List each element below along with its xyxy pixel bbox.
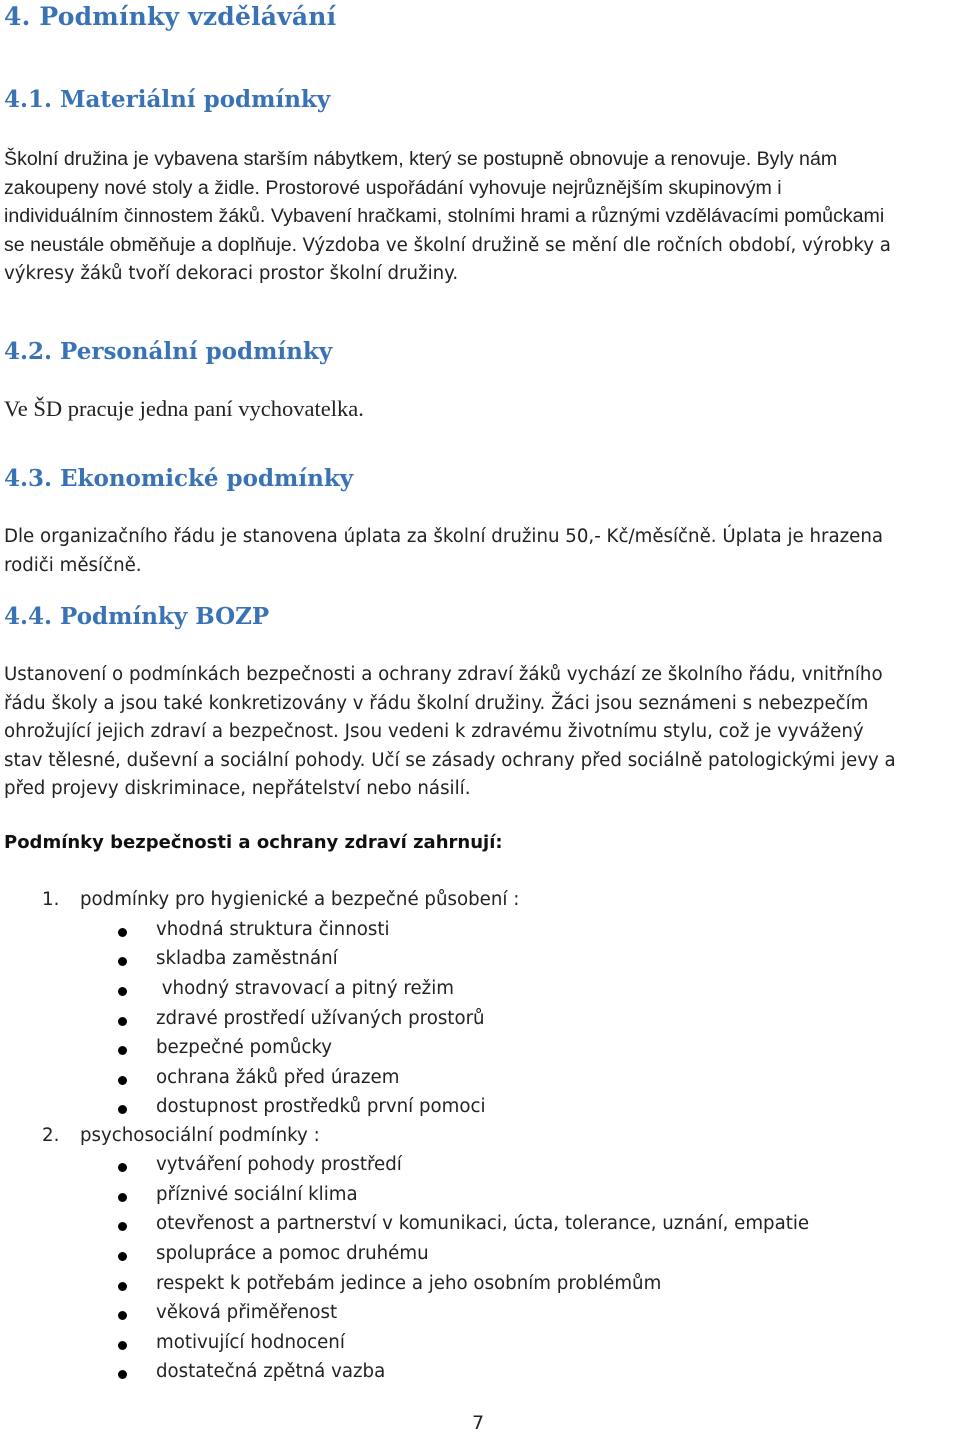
list-label: podmínky pro hygienické a bezpečné působení :	[80, 889, 520, 910]
economic-paragraph	[4, 523, 960, 580]
list-item	[118, 1361, 718, 1389]
list-item-text: respekt k potřebám jedince a jeho osobním problémům	[156, 1273, 662, 1294]
paragraph-line: zakoupeny nové stoly a židle. Prostorové uspořádání vyhovuje nejrůznějším skupinovým i	[4, 176, 782, 199]
bullet-icon	[118, 1193, 127, 1202]
list-item	[118, 978, 718, 1006]
list-number: 2.	[42, 1125, 60, 1146]
paragraph-line: stav tělesné, duševní a sociální pohody. Učí se zásady ochrany před sociálně patologickými jevy a	[4, 749, 896, 771]
list-item-text: vhodný stravovací a pitný režim	[156, 978, 454, 999]
bullet-icon	[118, 1311, 127, 1320]
list-item	[118, 1302, 718, 1330]
paragraph-line: ohrožující jejich zdraví a bezpečnost. Jsou vedeni k zdravému životnímu stylu, což je vyvážený	[4, 721, 864, 743]
paragraph-line: Ustanovení o podmínkách bezpečnosti a ochrany zdraví žáků vychází ze školního řádu, vnitřního	[4, 664, 883, 685]
section-heading-economic: 4.3. Ekonomické podmínky	[4, 465, 354, 492]
bullet-icon	[118, 987, 127, 996]
paragraph-line: řádu školy a jsou také konkretizovány v řádu školní družiny. Žáci jsou seznámeni s nebezpečím	[4, 692, 869, 714]
bullet-icon	[118, 1046, 127, 1055]
bullet-icon	[118, 1163, 127, 1172]
list-item-text: motivující hodnocení	[156, 1332, 345, 1353]
bullet-icon	[118, 1076, 127, 1085]
personal-text: Ve ŠD pracuje jedna paní vychovatelka.	[4, 396, 364, 421]
section-heading-bozp: 4.4. Podmínky BOZP	[4, 603, 270, 630]
list-item-text: dostatečná zpětná vazba	[156, 1361, 386, 1382]
section-heading-material: 4.1. Materiální podmínky	[4, 86, 331, 113]
list-item	[118, 1154, 718, 1182]
list-number: 1.	[42, 889, 60, 910]
list-item-text: vytváření pohody prostředí	[156, 1154, 402, 1175]
bullet-icon	[118, 1017, 127, 1026]
bullet-icon	[118, 1370, 127, 1379]
bullet-icon	[118, 1105, 127, 1114]
bozp-paragraph	[4, 661, 960, 804]
list-item	[118, 1008, 718, 1036]
numbered-item-hygiene	[42, 889, 519, 910]
list-item	[118, 1184, 718, 1212]
page-title: 4. Podmínky vzdělávání	[4, 2, 337, 31]
list-item-text: skladba zaměstnání	[156, 948, 338, 969]
bullet-icon	[118, 957, 127, 966]
bullet-icon	[118, 928, 127, 937]
list-item-text: dostupnost prostředků první pomoci	[156, 1096, 486, 1117]
bullet-icon	[118, 1282, 127, 1291]
list-item	[118, 1213, 810, 1241]
list-item	[118, 1037, 718, 1065]
list-item-text: vhodná struktura činnosti	[156, 919, 390, 940]
list-item-text: spolupráce a pomoc druhému	[156, 1243, 429, 1264]
list-item	[118, 919, 718, 947]
list-item	[118, 948, 718, 976]
list-item-text: příznivé sociální klima	[156, 1184, 358, 1205]
paragraph-line: Výzdoba ve školní družině se mění dle ročních období, výrobky a	[302, 234, 891, 256]
list-item-text: zdravé prostředí užívaných prostorů	[156, 1008, 485, 1029]
paragraph-line: Dle organizačního řádu je stanovena úplata za školní družinu 50,- Kč/měsíčně. Úplata je hrazena	[4, 526, 884, 547]
material-paragraph	[4, 145, 960, 289]
bullet-icon	[118, 1252, 127, 1261]
paragraph-line: před projevy diskriminace, nepřátelství nebo násilí.	[4, 778, 471, 800]
list-item	[118, 1332, 718, 1360]
list-item	[118, 1273, 718, 1301]
paragraph-line: výkresy žáků tvoří dekoraci prostor školní družiny.	[4, 263, 459, 285]
list-item-text: bezpečné pomůcky	[156, 1037, 333, 1058]
paragraph-line: rodiči měsíčně.	[4, 554, 142, 576]
list-subheading: Podmínky bezpečnosti a ochrany zdraví zahrnují:	[4, 832, 503, 853]
bullet-icon	[118, 1341, 127, 1350]
list-item	[118, 1096, 718, 1124]
section-heading-personal: 4.2. Personální podmínky	[4, 338, 333, 365]
list-item-text: věková přiměřenost	[156, 1302, 338, 1323]
page-number: 7	[472, 1412, 485, 1434]
list-item	[118, 1067, 718, 1095]
paragraph-line: Školní družina je vybavena starším nábytkem, který se postupně obnovuje a renovuje. Byly nám	[4, 148, 838, 170]
paragraph-line: individuálním činnostem žáků. Vybavení hračkami, stolními hrami a různými vzdělávacími pomůckami	[4, 205, 885, 228]
list-item-text: otevřenost a partnerství v komunikaci, úcta, tolerance, uznání, empatie	[156, 1213, 810, 1234]
list-item	[118, 1243, 718, 1271]
paragraph-line: se neustále obměňuje a doplňuje.	[4, 233, 298, 256]
numbered-item-psychosocial	[42, 1125, 320, 1146]
list-label: psychosociální podmínky :	[80, 1125, 320, 1146]
list-item-text: ochrana žáků před úrazem	[156, 1067, 400, 1088]
bullet-icon	[118, 1222, 127, 1231]
